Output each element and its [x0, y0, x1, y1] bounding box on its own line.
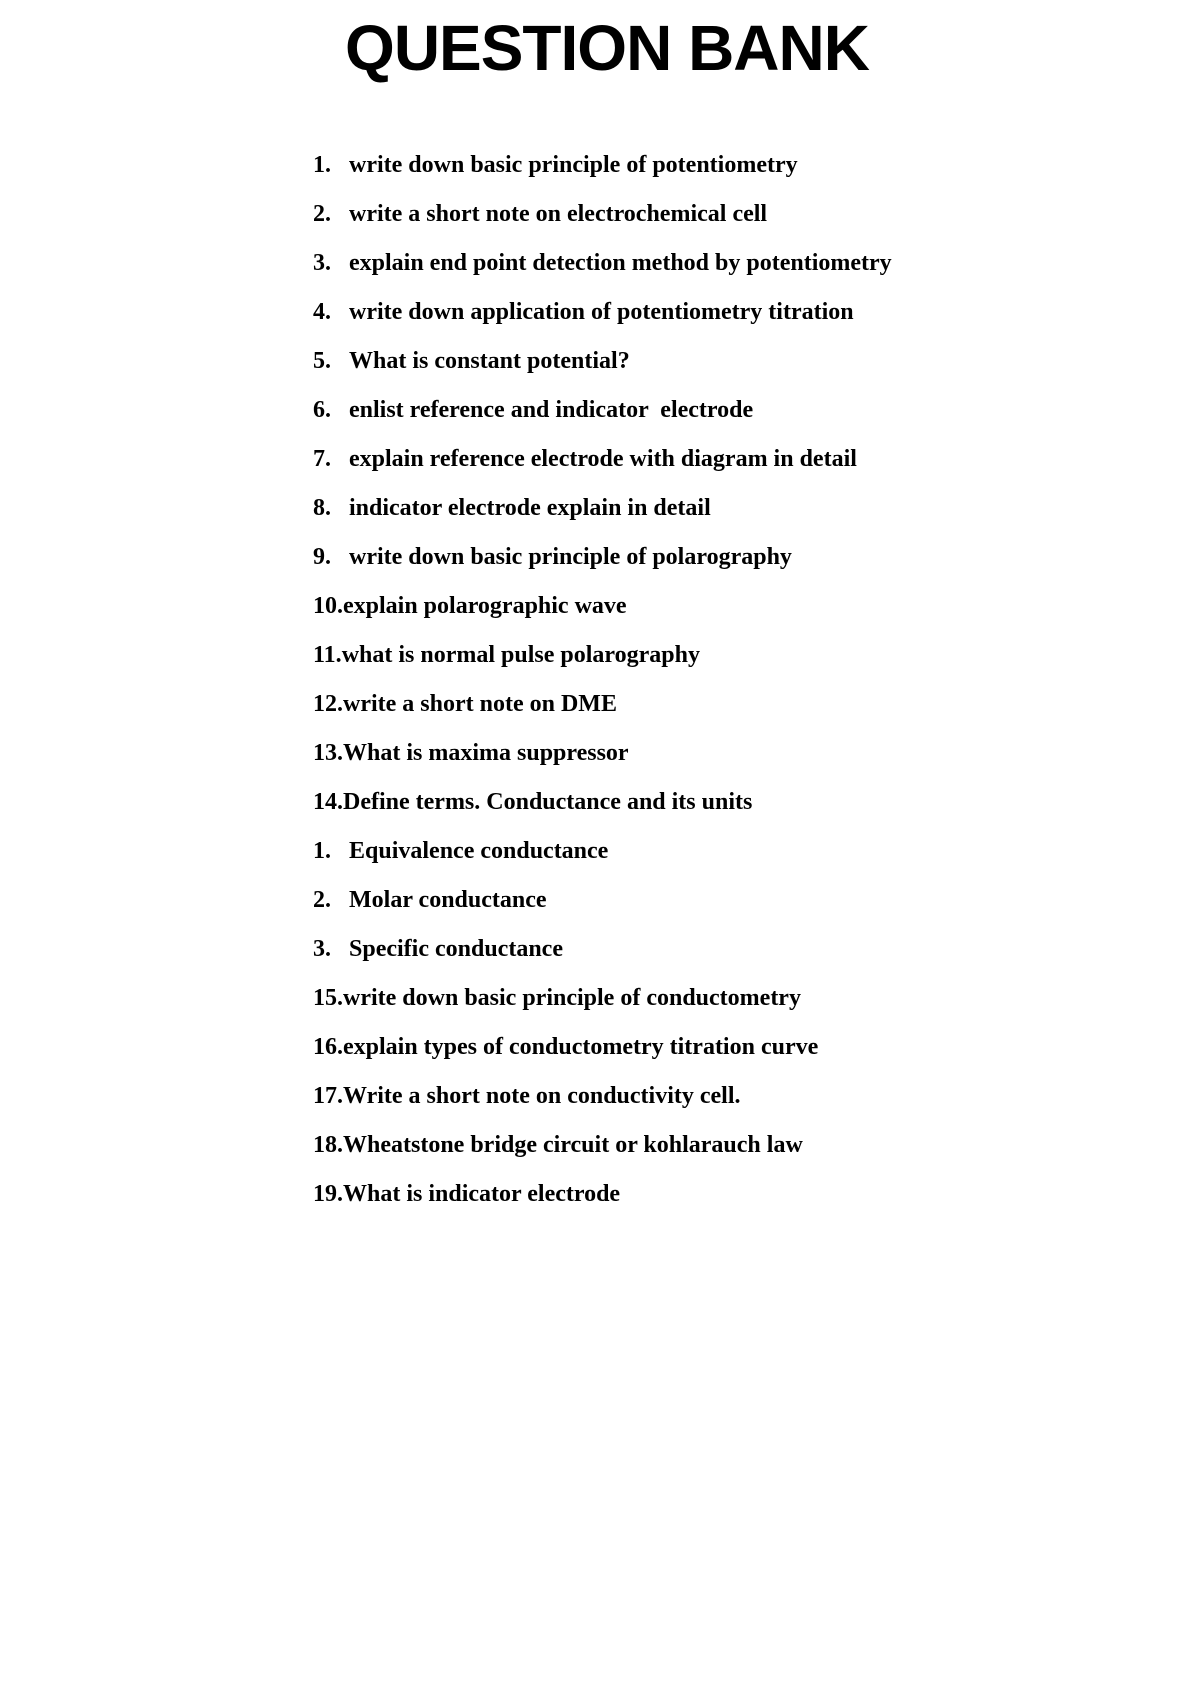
question-number: 14. — [313, 789, 343, 815]
question-number: 2. — [313, 201, 331, 227]
question-text: write down basic principle of polarography — [349, 544, 792, 570]
question-text: Wheatstone bridge circuit or kohlarauch law — [343, 1132, 803, 1158]
question-number: 11. — [313, 642, 342, 668]
question-text: write down basic principle of potentiometry — [349, 152, 798, 178]
sub-item — [313, 883, 1173, 932]
question-item — [313, 540, 1173, 589]
sub-item-text: Molar conductance — [349, 887, 547, 913]
question-number: 9. — [313, 544, 331, 570]
question-text: what is normal pulse polarography — [341, 642, 700, 668]
question-item — [313, 589, 1173, 638]
question-number: 12. — [313, 691, 343, 717]
question-text: write down application of potentiometry titration — [349, 299, 854, 325]
page-title: QUESTION BANK — [345, 12, 869, 84]
question-item — [313, 736, 1173, 785]
question-number: 16. — [313, 1034, 343, 1060]
question-number: 1. — [313, 152, 331, 178]
question-text: Write a short note on conductivity cell. — [343, 1083, 741, 1109]
sub-item-text: Specific conductance — [349, 936, 563, 962]
question-text: What is indicator electrode — [343, 1181, 621, 1207]
question-text: Define terms. Conductance and its units — [343, 789, 753, 815]
question-item — [313, 1128, 1173, 1177]
question-number: 5. — [313, 348, 331, 374]
sub-item-text: Equivalence conductance — [349, 838, 609, 864]
question-item — [313, 1030, 1173, 1079]
question-item — [313, 491, 1173, 540]
question-text: enlist reference and indicator electrode — [349, 397, 754, 423]
question-number: 6. — [313, 397, 331, 423]
question-text: What is constant potential? — [349, 348, 630, 374]
question-text: What is maxima suppressor — [343, 740, 629, 766]
question-number: 10. — [313, 593, 343, 619]
question-item — [313, 148, 1173, 197]
sub-item-number: 3. — [313, 936, 331, 962]
question-text: explain end point detection method by potentiometry — [349, 250, 892, 276]
question-item — [313, 1079, 1173, 1128]
question-text: write down basic principle of conductometry — [343, 985, 801, 1011]
question-item — [313, 785, 1173, 834]
sub-item-number: 1. — [313, 838, 331, 864]
question-number: 8. — [313, 495, 331, 521]
question-text: indicator electrode explain in detail — [349, 495, 711, 521]
question-number: 15. — [313, 985, 343, 1011]
question-item — [313, 344, 1173, 393]
question-item — [313, 442, 1173, 491]
sub-item-number: 2. — [313, 887, 331, 913]
question-item — [313, 295, 1173, 344]
question-number: 17. — [313, 1083, 343, 1109]
question-number: 19. — [313, 1181, 343, 1207]
question-number: 18. — [313, 1132, 343, 1158]
question-text: explain types of conductometry titration curve — [343, 1034, 819, 1060]
question-text: write a short note on electrochemical cell — [349, 201, 768, 227]
question-item — [313, 393, 1173, 442]
question-text: write a short note on DME — [343, 691, 617, 717]
question-item — [313, 687, 1173, 736]
question-text: explain reference electrode with diagram in detail — [349, 446, 857, 472]
question-number: 3. — [313, 250, 331, 276]
question-item — [313, 638, 1173, 687]
sub-item — [313, 932, 1173, 981]
sub-item — [313, 834, 1173, 883]
question-number: 4. — [313, 299, 331, 325]
question-list — [313, 148, 1173, 1226]
question-text: explain polarographic wave — [343, 593, 627, 619]
question-item — [313, 197, 1173, 246]
question-item — [313, 246, 1173, 295]
question-item — [313, 981, 1173, 1030]
question-number: 7. — [313, 446, 331, 472]
question-item — [313, 1177, 1173, 1226]
question-number: 13. — [313, 740, 343, 766]
